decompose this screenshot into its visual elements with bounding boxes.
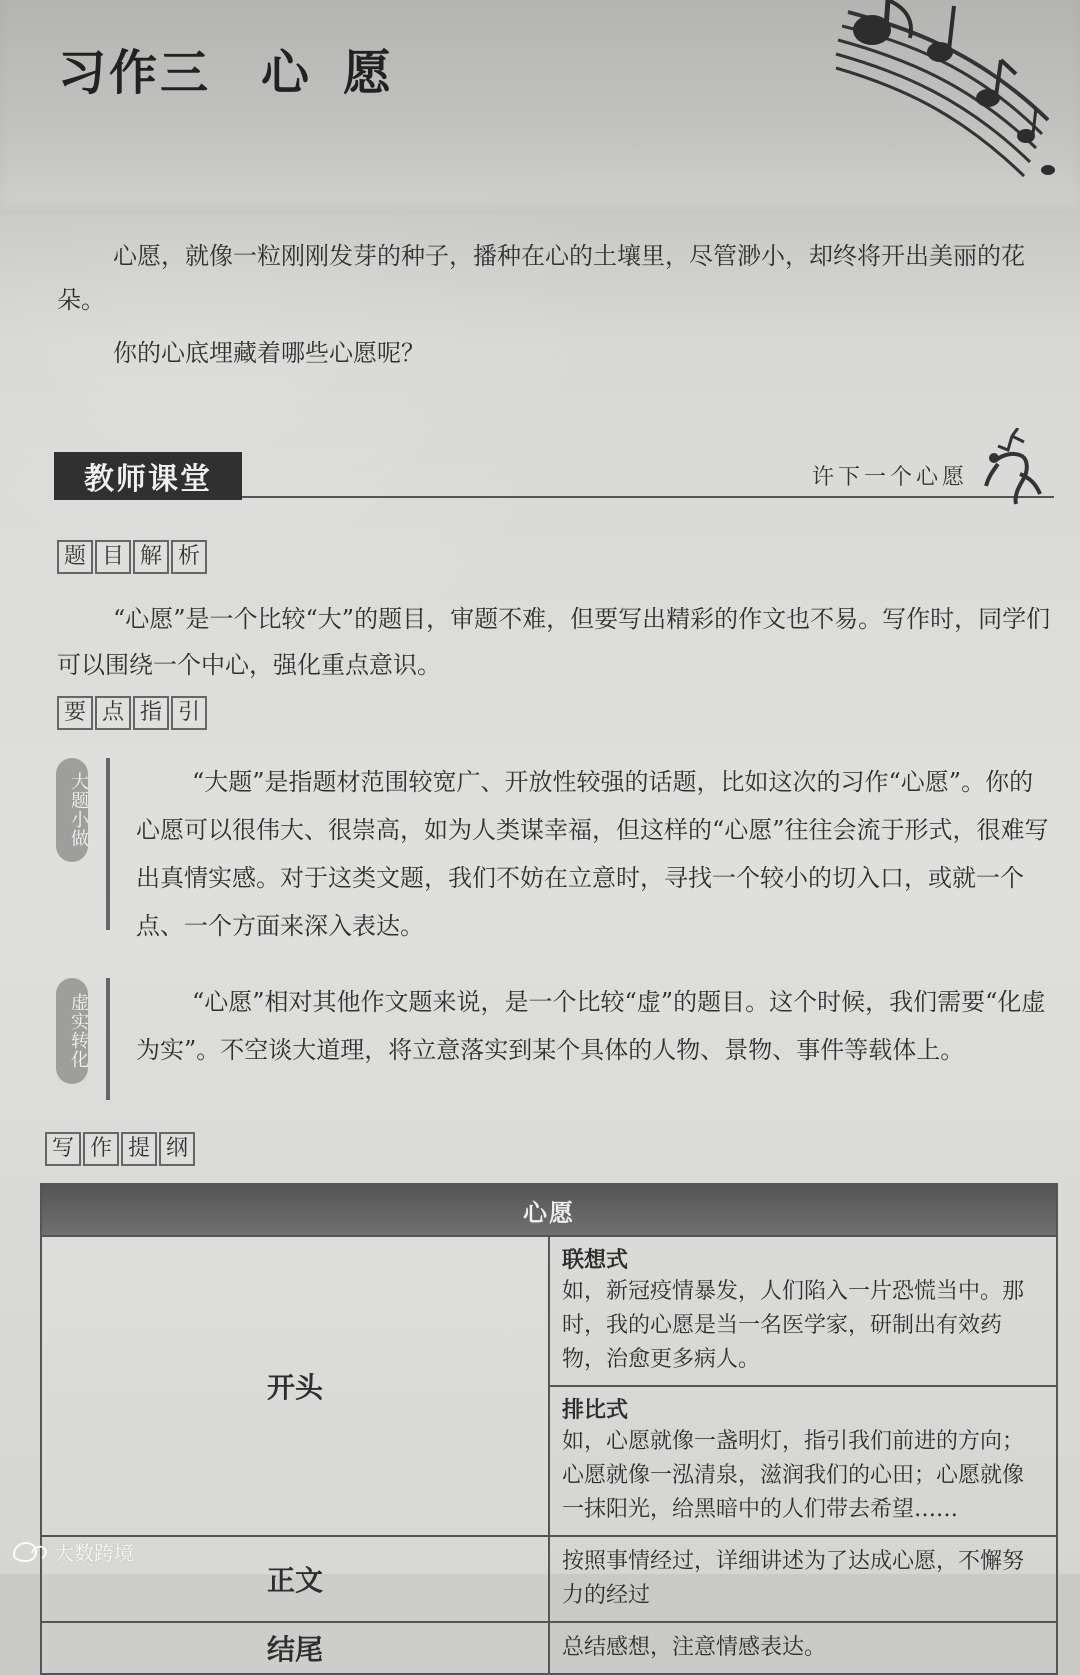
page-title [58, 34, 425, 103]
guidance-text [136, 978, 1051, 1074]
row-label-opening: 开头 [41, 1236, 549, 1536]
title-main: 习作三 [58, 45, 212, 101]
tag-char: 解 [133, 540, 169, 574]
table-title: 心愿 [41, 1184, 1057, 1236]
tag-char: 引 [171, 696, 207, 730]
analysis-paragraph: “心愿”是一个比较“大”的题目，审题不难，但要写出精彩的作文也不易。写作时，同学们可以围绕一个中心，强化重点意识。 [57, 605, 1051, 679]
tag-char: 析 [171, 540, 207, 574]
tag-char: 目 [95, 540, 131, 574]
writing-outline-table [40, 1183, 1058, 1675]
table-row [41, 1536, 1057, 1622]
style-title: 排比式 [562, 1397, 629, 1423]
analysis-text [57, 596, 1053, 688]
section-tag-guidance [57, 696, 207, 730]
guidance-paragraph: “心愿”相对其他作文题来说，是一个比较“虚”的题目。这个时候，我们需要“化虚为实”。不空谈大道理，将立意落实到某个具体的人物、景物、事件等载体上。 [136, 988, 1046, 1064]
music-notes-icon [828, 0, 1068, 230]
tag-char: 纲 [159, 1132, 195, 1166]
section-tag-analysis [57, 540, 207, 574]
deer-icon [978, 428, 1044, 506]
intro-paragraph [57, 234, 1047, 322]
section-tag-outline [45, 1132, 195, 1166]
guidance-rule [106, 758, 110, 930]
tag-char: 要 [57, 696, 93, 730]
watermark [12, 1537, 134, 1566]
style-text: 如，心愿就像一盏明灯，指引我们前进的方向；心愿就像一泓清泉，滋润我们的心田；心愿就像一抹阳光，给黑暗中的人们带去希望…… [562, 1429, 1025, 1522]
table-row [41, 1622, 1057, 1674]
style-title: 联想式 [562, 1247, 629, 1273]
guidance-side-label: 大题小做 [56, 758, 88, 862]
ending-text: 总结感想，注意情感表达。 [549, 1622, 1057, 1674]
tag-char: 点 [95, 696, 131, 730]
guidance-item [56, 758, 1056, 948]
teacher-section-title: 教师课堂 [54, 452, 242, 500]
guidance-paragraph: “大题”是指题材范围较宽广、开放性较强的话题，比如这次的习作“心愿”。你的心愿可以很伟大、很崇高，如为人类谋幸福，但这样的“心愿”往往会流于形式，很难写出真情实感。对于这类文题，我们不妨在立意时，寻找一个较小的切入口，或就一个点、一个方面来深入表达。 [136, 768, 1049, 940]
row-label-ending: 结尾 [41, 1622, 549, 1674]
teacher-section-line [242, 496, 1054, 498]
tag-char: 作 [83, 1132, 119, 1166]
body-text: 按照事情经过，详细讲述为了达成心愿，不懈努力的经过 [549, 1536, 1057, 1622]
watermark-logo-icon [12, 1541, 48, 1563]
style-text: 如，新冠疫情暴发，人们陷入一片恐慌当中。那时，我的心愿是当一名医学家，研制出有效药物，治愈更多病人。 [562, 1279, 1025, 1372]
opening-style-1 [549, 1236, 1057, 1386]
guidance-rule [106, 978, 110, 1100]
intro-question: 你的心底埋藏着哪些心愿呢？ [113, 339, 425, 367]
guidance-side-label: 虚实转化 [56, 978, 88, 1084]
table-header-row [41, 1184, 1057, 1236]
table-row [41, 1236, 1057, 1386]
tag-char: 提 [121, 1132, 157, 1166]
guidance-text [136, 758, 1051, 950]
guidance-item [56, 978, 1056, 1108]
intro-text: 心愿，就像一粒刚刚发芽的种子，播种在心的土壤里，尽管渺小，却终将开出美丽的花朵。 [57, 242, 1025, 314]
tag-char: 指 [133, 696, 169, 730]
opening-style-2 [549, 1386, 1057, 1536]
tag-char: 写 [45, 1132, 81, 1166]
title-topic: 心愿 [261, 45, 426, 101]
tag-char: 题 [57, 540, 93, 574]
watermark-text: 大数跨境 [54, 1541, 134, 1565]
row-label-body: 正文 [41, 1536, 549, 1622]
teacher-section-subtitle: 许下一个心愿 [811, 465, 968, 490]
teacher-section-header [54, 452, 1054, 504]
